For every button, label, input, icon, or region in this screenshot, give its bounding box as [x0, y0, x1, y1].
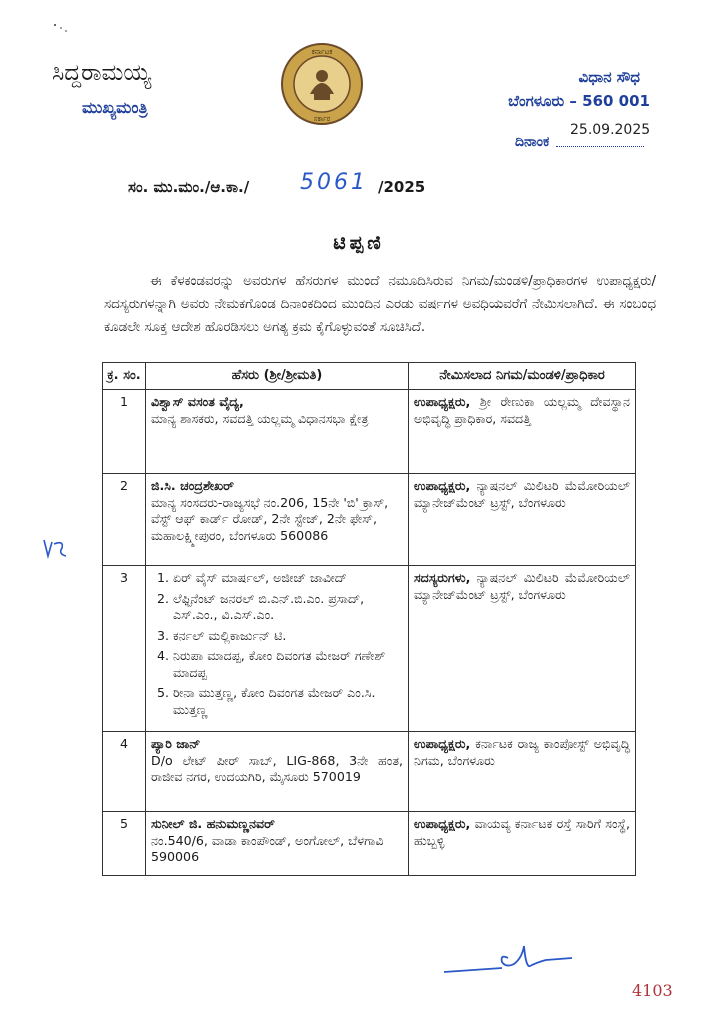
- person-details: ಮಾನ್ಯ ಶಾಸಕರು, ಸವದತ್ತಿ ಯಲ್ಲಮ್ಮ ವಿಧಾನಸಭಾ ಕ್ಷೇತ್ರ: [151, 410, 369, 426]
- row-sl-no: 2: [103, 474, 146, 566]
- person-name: ವಿಶ್ವಾಸ್ ವಸಂತ ವೈದ್ಯ,: [151, 394, 244, 410]
- role-label: ಉಪಾಧ್ಯಕ್ಷರು,: [414, 478, 471, 494]
- member-list: [151, 570, 403, 718]
- organisation-name: ವಾಯವ್ಯ ಕರ್ನಾಟಕ ರಸ್ತೆ ಸಾರಿಗೆ ಸಂಸ್ಥೆ, ಹುಬ್ಬಳ್ಳಿ: [414, 816, 630, 848]
- intro-text: ಈ ಕೆಳಕಂಡವರನ್ನು ಅವರುಗಳ ಹೆಸರುಗಳ ಮುಂದೆ ನಮೂದಿಸಿರುವ ನಿಗಮ/ಮಂಡಳಿ/ಪ್ರಾಧಿಕಾರಗಳ ಉಪಾಧ್ಯಕ್ಷರು/ಸದಸ್ಯರುಗಳನ್ನಾಗಿ ಅವರು ನೇಮಕಗೊಂಡ ದಿನಾಂಕದಿಂದ ಮುಂದಿನ ಎರಡು ವರ್ಷಗಳ ಅವಧಿಯವರೆಗೆ ನೇಮಿಸಲಾಗಿದೆ. ಈ ಸಂಬಂಧ ಕೂಡಲೇ ಸೂಕ್ತ ಆದೇಶ ಹೊರಡಿಸಲು ಅಗತ್ಯ ಕ್ರಮ ಕೈಗೊಳ್ಳುವಂತೆ ಸೂಚಿಸಿದೆ.: [104, 274, 656, 335]
- row-name-cell: [146, 566, 409, 732]
- row-org-cell: [409, 474, 636, 566]
- address-line-1: ವಿಧಾನ ಸೌಧ: [578, 68, 640, 86]
- member-item: 2. ಲೆಫ್ಟಿನೆಂಟ್ ಜನರಲ್ ಬಿ.ಎನ್.ಬಿ.ಎಂ. ಪ್ರಸಾದ್, ಎಸ್.ಎಂ., ವಿ.ಎಸ್.ಎಂ.: [173, 591, 403, 624]
- header-organisation: ನೇಮಿಸಲಾದ ನಿಗಮ/ಮಂಡಳಿ/ಪ್ರಾಧಿಕಾರ: [409, 363, 636, 390]
- corner-mark-icon: [52, 22, 70, 34]
- table-row: [103, 732, 636, 812]
- organisation-name: ನ್ಯಾಷನಲ್ ಮಿಲಿಟರಿ ಮೆಮೋರಿಯಲ್ ಮ್ಯಾನೇಜ್‌ಮೆಂಟ್ ಟ್ರಸ್ಟ್, ಬೆಂಗಳೂರು: [414, 478, 630, 510]
- row-sl-no: 5: [103, 812, 146, 876]
- member-item: 5. ರೀನಾ ಮುತ್ತಣ್ಣ, ಕೋಂ ದಿವಂಗತ ಮೇಜರ್ ಎಂ.ಸಿ. ಮುತ್ತಣ್ಣ: [173, 685, 403, 718]
- page-title: ಟಿಪ್ಪಣಿ: [333, 232, 385, 254]
- role-label: ಉಪಾಧ್ಯಕ್ಷರು,: [414, 736, 471, 752]
- signature-text: Sd: [442, 938, 444, 939]
- date-value: 25.09.2025: [570, 122, 651, 138]
- row-sl-no: 3: [103, 566, 146, 732]
- official-designation: ಮುಖ್ಯಮಂತ್ರಿ: [82, 98, 148, 117]
- reference-number: 5061: [300, 170, 368, 195]
- row-sl-no: 1: [103, 390, 146, 474]
- table-row: [103, 390, 636, 474]
- reference-prefix: ಸಂ. ಮು.ಮಂ./ಆ.ಕಾ./: [128, 178, 250, 196]
- organisation-name: ಕರ್ನಾಟಕ ರಾಜ್ಯ ಕಾಂಪೋಸ್ಟ್ ಅಭಿವೃದ್ಧಿ ನಿಗಮ, ಬೆಂಗಳೂರು: [414, 736, 630, 768]
- member-item: 3. ಕರ್ನಲ್ ಮಲ್ಲಿಕಾರ್ಜುನ್ ಟಿ.: [173, 628, 403, 645]
- row-name-cell: [146, 732, 409, 812]
- row-org-cell: [409, 390, 636, 474]
- member-item: 1. ಏರ್ ವೈಸ್ ಮಾರ್ಷಲ್, ಅಜೀಜ್ ಜಾವೀದ್: [173, 570, 403, 587]
- table-header-row: [103, 363, 636, 390]
- signature-icon: [442, 938, 574, 978]
- row-sl-no: 4: [103, 732, 146, 812]
- person-name: ಸುನೀಲ್ ಜಿ. ಹನುಮಣ್ಣನವರ್: [151, 816, 275, 832]
- table-row: [103, 566, 636, 732]
- person-details: ಮಾನ್ಯ ಸಂಸದರು-ರಾಜ್ಯಸಭೆ ನಂ.206, 15ನೇ 'ಬಿ' ಕ್ರಾಸ್, ವೆಸ್ಟ್ ಆಫ್ ಕಾರ್ಡ್ ರೋಡ್, 2ನೇ ಸ್ಟೇಜ್, 2ನೇ ಫೇಸ್, ಮಹಾಲಕ್ಷ್ಮೀಪುರಂ, ಬೆಂಗಳೂರು 560086: [151, 494, 389, 543]
- person-name: ಜಿ.ಸಿ. ಚಂದ್ರಶೇಖರ್: [151, 478, 234, 494]
- person-details: D/o ಲೇಟ್ ಪೀರ್ ಸಾಬ್, LIG-868, 3ನೇ ಹಂತ, ರಾಜೀವ ನಗರ, ಉದಯಗಿರಿ, ಮೈಸೂರು 570019: [151, 752, 403, 785]
- page-number: 4103: [632, 981, 673, 1000]
- date-label: ದಿನಾಂಕ: [515, 134, 550, 150]
- table-row: [103, 812, 636, 876]
- row-org-cell: [409, 812, 636, 876]
- table-row: [103, 474, 636, 566]
- appointments-table: [102, 362, 636, 876]
- header-name: ಹೆಸರು (ಶ್ರೀ/ಶ್ರೀಮತಿ): [146, 363, 409, 390]
- row-name-cell: [146, 390, 409, 474]
- row-name-cell: [146, 474, 409, 566]
- official-name: ಸಿದ್ದರಾಮಯ್ಯ: [52, 60, 152, 86]
- header-sl-no: ಕ್ರ. ಸಂ.: [103, 363, 146, 390]
- member-item: 4. ನಿರುಪಾ ಮಾದಪ್ಪ, ಕೋಂ ದಿವಂಗತ ಮೇಜರ್ ಗಣೇಶ್ ಮಾದಪ್ಪ: [173, 648, 403, 681]
- row-name-cell: [146, 812, 409, 876]
- person-name: ಪ್ಯಾರಿ ಜಾನ್: [151, 736, 201, 752]
- person-details: ನಂ.540/6, ವಾಡಾ ಕಾಂಪೌಂಡ್, ಅಂಗೋಲ್, ಬೆಳಗಾವಿ 590006: [151, 832, 384, 865]
- margin-initial-icon: [40, 534, 70, 562]
- intro-paragraph: [104, 270, 656, 339]
- row-org-cell: [409, 566, 636, 732]
- role-label: ಸದಸ್ಯರುಗಳು,: [414, 570, 471, 586]
- address-line-2: ಬೆಂಗಳೂರು – 560 001: [508, 92, 650, 110]
- organisation-name: ನ್ಯಾಷನಲ್ ಮಿಲಿಟರಿ ಮೆಮೋರಿಯಲ್ ಮ್ಯಾನೇಜ್‌ಮೆಂಟ್ ಟ್ರಸ್ಟ್, ಬೆಂಗಳೂರು: [414, 570, 630, 602]
- role-label: ಉಪಾಧ್ಯಕ್ಷರು,: [414, 816, 471, 832]
- emblem-text-bottom: ಸರ್ಕಾರ: [313, 115, 331, 123]
- emblem-text-top: ಕರ್ನಾಟಕ: [311, 48, 333, 56]
- organisation-name: ಶ್ರೀ ರೇಣುಕಾ ಯಲ್ಲಮ್ಮ ದೇವಸ್ಥಾನ ಅಭಿವೃದ್ಧಿ ಪ್ರಾಧಿಕಾರ, ಸವದತ್ತಿ: [414, 394, 630, 426]
- role-label: ಉಪಾಧ್ಯಕ್ಷರು,: [414, 394, 471, 410]
- row-org-cell: [409, 732, 636, 812]
- karnataka-emblem-icon: [280, 42, 364, 126]
- reference-year: /2025: [378, 178, 426, 196]
